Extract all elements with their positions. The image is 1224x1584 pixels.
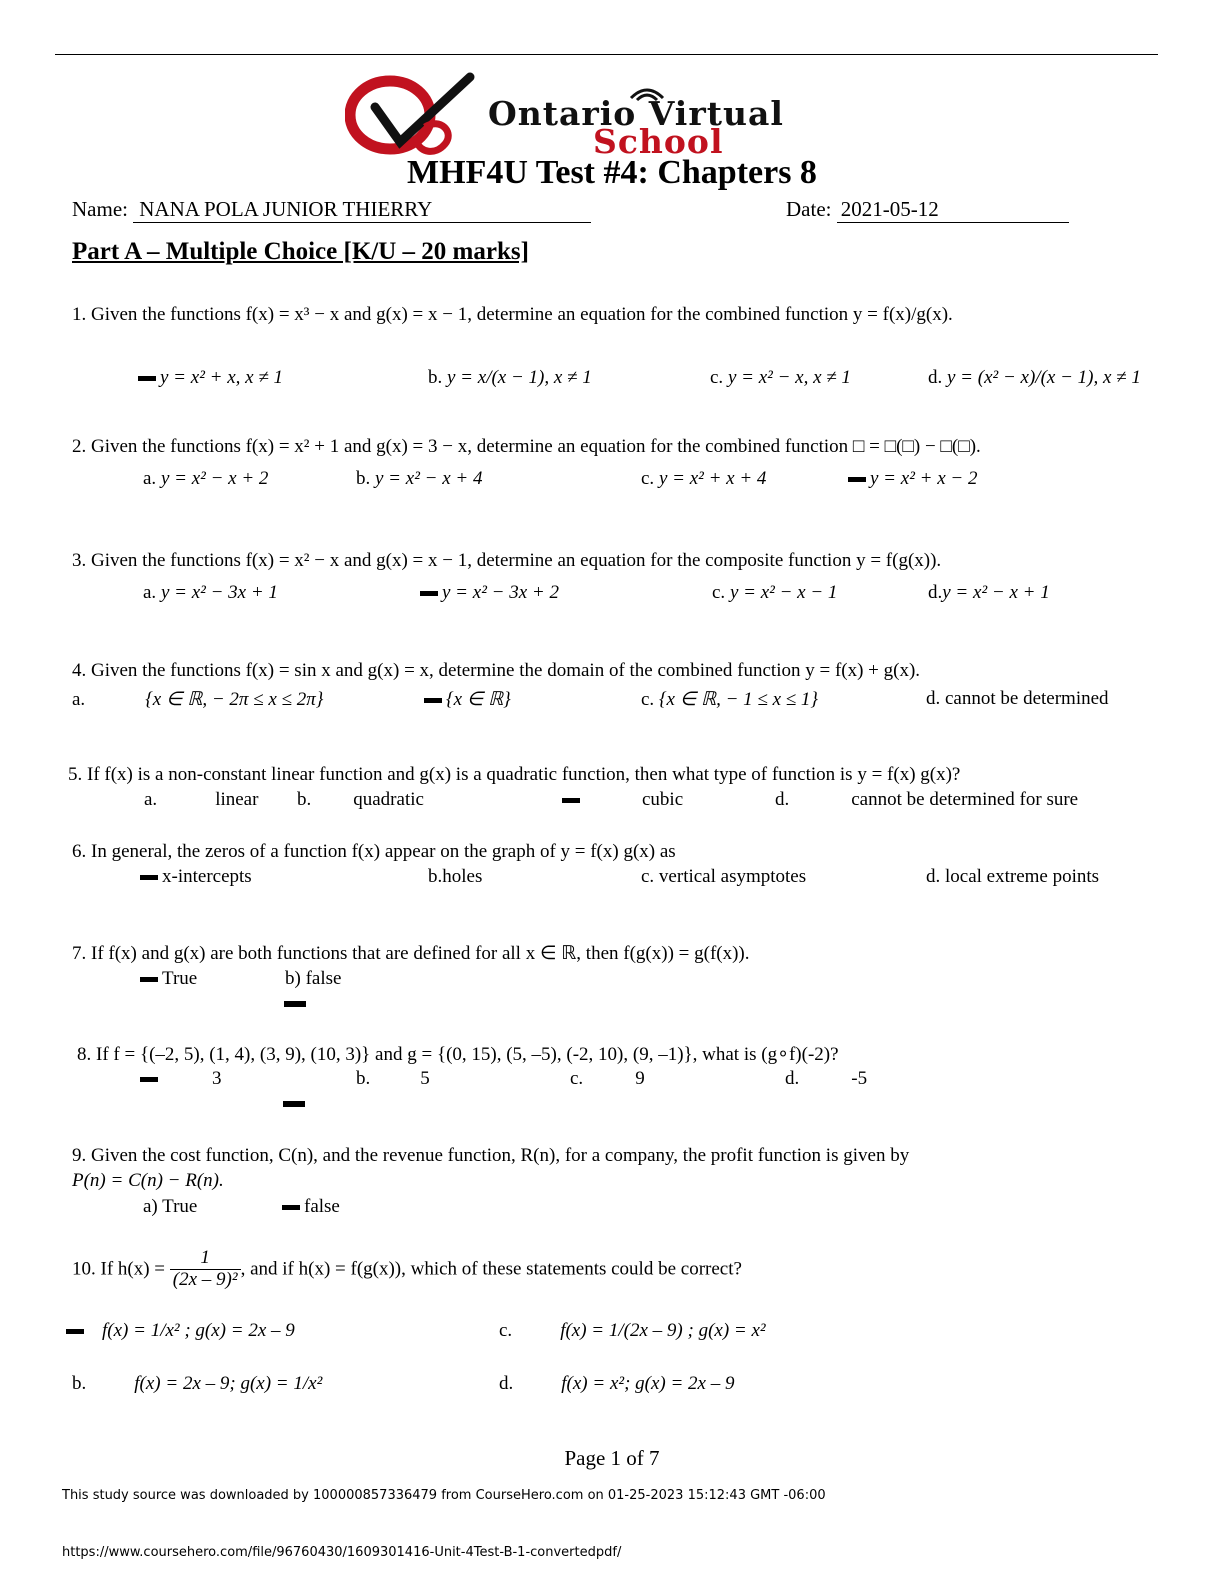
mark-bar — [284, 1001, 306, 1007]
q10-d-label: d. — [499, 1373, 514, 1394]
strike-mark-icon — [420, 591, 438, 596]
q5-option-b[interactable] — [297, 789, 424, 811]
logo-line2: School — [593, 122, 724, 161]
q4-stem: 4. Given the functions f(x) = sin x and g(x) = x, determine the domain of the combined function y = f(x) + g(x). — [72, 660, 921, 681]
q3-stem: 3. Given the functions f(x) = x² − x and g(x) = x − 1, determine an equation for the composite function y = f(g(x)). — [72, 550, 942, 571]
strike-mark-icon — [140, 875, 158, 880]
q3-option-a-text: y = x² − 3x + 1 — [160, 582, 278, 603]
q3-option-b[interactable] — [420, 582, 559, 604]
q3-a-label: a. — [143, 582, 157, 603]
ovs-emblem-icon — [345, 72, 475, 158]
strike-mark-icon — [66, 1329, 84, 1334]
q2-option-d-text: y = x² + x − 2 — [870, 468, 978, 489]
q1-option-b[interactable] — [428, 367, 592, 389]
q1-option-c[interactable] — [710, 367, 851, 389]
q5-option-d-text: cannot be determined for sure — [851, 789, 1079, 810]
q5-option-b-text: quadratic — [353, 789, 424, 810]
q10-option-c[interactable] — [499, 1320, 766, 1342]
q3-option-c[interactable] — [712, 582, 837, 604]
q6-option-a[interactable] — [140, 866, 252, 888]
q2-option-b-text: y = x² − x + 4 — [375, 468, 483, 489]
q9-stem-line2: P(n) = C(n) − R(n). — [72, 1170, 224, 1191]
q5-option-d[interactable] — [775, 789, 1078, 811]
q5-option-a-text: linear — [215, 789, 259, 810]
q10-h-den: (2x – 9)² — [172, 1268, 238, 1290]
q4-option-c[interactable] — [641, 688, 818, 711]
q10-stem-post: , and if h(x) = f(g(x)), which of these statements could be correct? — [240, 1258, 742, 1280]
school-logo — [345, 72, 875, 161]
q8-c-label: c. — [570, 1068, 584, 1089]
q7-option-a-text: True — [162, 968, 198, 989]
q4-option-b[interactable] — [424, 688, 511, 711]
test-title: MHF4U Test #4: Chapters 8 — [407, 154, 817, 191]
q4-option-c-text: {x ∈ ℝ, − 1 ≤ x ≤ 1} — [658, 689, 819, 710]
q4-option-d[interactable]: d. cannot be determined — [926, 688, 1109, 709]
q9-option-b[interactable] — [282, 1196, 340, 1218]
strike-mark-icon — [140, 977, 158, 982]
q1-b-label: b. — [428, 367, 443, 388]
q1-option-a-text: y = x² + x, x ≠ 1 — [160, 367, 283, 388]
name-value: NANA POLA JUNIOR THIERRY — [133, 197, 591, 223]
q2-c-label: c. — [641, 468, 655, 489]
q2-option-c-text: y = x² + x + 4 — [658, 468, 767, 489]
q8-d-label: d. — [785, 1068, 800, 1089]
q2-b-label: b. — [356, 468, 371, 489]
q3-c-label: c. — [712, 582, 726, 603]
logo-line1: Ontario Virtual — [488, 94, 784, 133]
q4-c-label: c. — [641, 689, 655, 710]
q10-option-a[interactable] — [66, 1320, 295, 1342]
q4-option-b-text: {x ∈ ℝ} — [446, 689, 511, 710]
q2-option-b[interactable] — [356, 468, 482, 490]
q3-option-b-text: y = x² − 3x + 2 — [442, 582, 559, 603]
q8-b-label: b. — [356, 1068, 371, 1089]
q4-a-label: a. — [72, 689, 86, 710]
date-label: Date: — [786, 197, 832, 221]
q10-option-d[interactable] — [499, 1373, 735, 1395]
strike-mark-icon — [562, 798, 580, 803]
q9-stem: 9. Given the cost function, C(n), and the revenue function, R(n), for a company, the profit function is given by — [72, 1145, 910, 1166]
q7-stem: 7. If f(x) and g(x) are both functions that are defined for all x ∈ ℝ, then f(g(x)) = g(f(x)). — [72, 943, 750, 964]
q10-stem — [72, 1248, 742, 1291]
source-url[interactable]: https://www.coursehero.com/file/96760430/1609301416-Unit-4Test-B-1-convertedpdf/ — [62, 1545, 622, 1560]
q5-option-a[interactable] — [144, 789, 258, 811]
strike-mark-icon — [282, 1205, 300, 1210]
name-label: Name: — [72, 197, 128, 221]
q10-option-b[interactable] — [72, 1373, 322, 1395]
q1-d-label: d. — [928, 367, 943, 388]
q1-option-d-text: y = (x² − x)/(x − 1), x ≠ 1 — [947, 367, 1141, 388]
q3-option-c-text: y = x² − x − 1 — [729, 582, 838, 603]
strike-mark-icon — [138, 376, 156, 381]
q1-option-a[interactable] — [138, 367, 283, 389]
q1-c-label: c. — [710, 367, 724, 388]
q8-option-d[interactable] — [785, 1068, 867, 1090]
q5-d-label: d. — [775, 789, 790, 810]
download-notice: This study source was downloaded by 100000857336479 from CourseHero.com on 01-25-2023 15:12:43 GMT -06:00 — [62, 1488, 826, 1503]
q1-option-c-text: y = x² − x, x ≠ 1 — [727, 367, 851, 388]
q8-option-b[interactable] — [356, 1068, 430, 1090]
page-number: Page 1 of 7 — [564, 1446, 660, 1470]
q1-stem: 1. Given the functions f(x) = x³ − x and g(x) = x − 1, determine an equation for the combined function y = f(x)/g(x). — [72, 304, 953, 325]
q10-b-label: b. — [72, 1373, 87, 1394]
top-rule — [55, 54, 1158, 55]
q2-stem: 2. Given the functions f(x) = x² + 1 and g(x) = 3 − x, determine an equation for the combined function □ = □(□) − □(□). — [72, 436, 981, 457]
mark-bar — [283, 1101, 305, 1107]
q9-option-a[interactable]: a) True — [143, 1196, 198, 1217]
q10-h-num: 1 — [170, 1248, 241, 1270]
q3-option-d-text: y = x² − x + 1 — [942, 582, 1050, 603]
q2-option-a-text: y = x² − x + 2 — [160, 468, 269, 489]
q8-stem: 8. If f = {(–2, 5), (1, 4), (3, 9), (10, 3)} and g = {(0, 15), (5, –5), (-2, 10), (9, –1)}, what is (g∘f)(-2)? — [77, 1044, 839, 1065]
q8-option-c-text: 9 — [635, 1068, 645, 1089]
q2-option-a[interactable] — [143, 468, 268, 490]
q2-a-label: a. — [143, 468, 157, 489]
q8-option-a[interactable] — [140, 1068, 222, 1090]
q3-option-a[interactable] — [143, 582, 278, 604]
q3-option-d[interactable] — [928, 582, 1050, 604]
q2-option-c[interactable] — [641, 468, 766, 490]
q5-a-label: a. — [144, 789, 158, 810]
q1-option-b-text: y = x/(x − 1), x ≠ 1 — [447, 367, 592, 388]
q10-option-b-text: f(x) = 2x – 9; g(x) = 1/x² — [134, 1373, 323, 1394]
q4-option-a-text: {x ∈ ℝ, − 2π ≤ x ≤ 2π} — [145, 689, 324, 710]
q5-stem: 5. If f(x) is a non-constant linear function and g(x) is a quadratic function, then what type of function is y = f(x) g(x)? — [68, 764, 961, 785]
q1-option-d[interactable] — [928, 367, 1141, 389]
q10-option-a-text: f(x) = 1/x² ; g(x) = 2x – 9 — [102, 1320, 295, 1341]
q10-option-c-text: f(x) = 1/(2x – 9) ; g(x) = x² — [560, 1320, 766, 1341]
q10-h-fraction — [170, 1248, 241, 1291]
q2-option-d[interactable] — [848, 468, 977, 490]
q5-option-c-text: cubic — [642, 789, 684, 810]
q8-option-a-text: 3 — [212, 1068, 222, 1089]
part-a-heading: Part A – Multiple Choice [K/U – 20 marks] — [72, 238, 529, 265]
strike-mark-icon — [848, 477, 866, 482]
q6-stem: 6. In general, the zeros of a function f(x) appear on the graph of y = f(x) g(x) as — [72, 841, 676, 862]
q10-c-label: c. — [499, 1320, 513, 1341]
q10-stem-pre: 10. If h(x) = — [72, 1258, 166, 1280]
q8-option-b-text: 5 — [420, 1068, 430, 1089]
q5-option-c[interactable] — [562, 789, 683, 811]
q6-option-c[interactable]: c. vertical asymptotes — [641, 866, 807, 887]
q6-option-d[interactable]: d. local extreme points — [926, 866, 1100, 887]
q6-option-a-text: x-intercepts — [162, 866, 252, 887]
q8-option-d-text: -5 — [851, 1068, 868, 1089]
q9-option-b-text: false — [304, 1196, 340, 1217]
strike-mark-icon — [424, 698, 442, 703]
q7-option-b[interactable]: b) false — [285, 968, 342, 989]
strike-mark-icon — [140, 1077, 158, 1082]
date-value: 2021-05-12 — [837, 197, 1069, 223]
q4-option-a[interactable] — [72, 688, 323, 711]
q6-option-b[interactable]: b.holes — [428, 866, 483, 887]
q8-option-c[interactable] — [570, 1068, 645, 1090]
q5-b-label: b. — [297, 789, 312, 810]
q3-d-label: d. — [928, 582, 943, 603]
q7-option-a[interactable] — [140, 968, 197, 990]
q10-option-d-text: f(x) = x²; g(x) = 2x – 9 — [561, 1373, 735, 1394]
